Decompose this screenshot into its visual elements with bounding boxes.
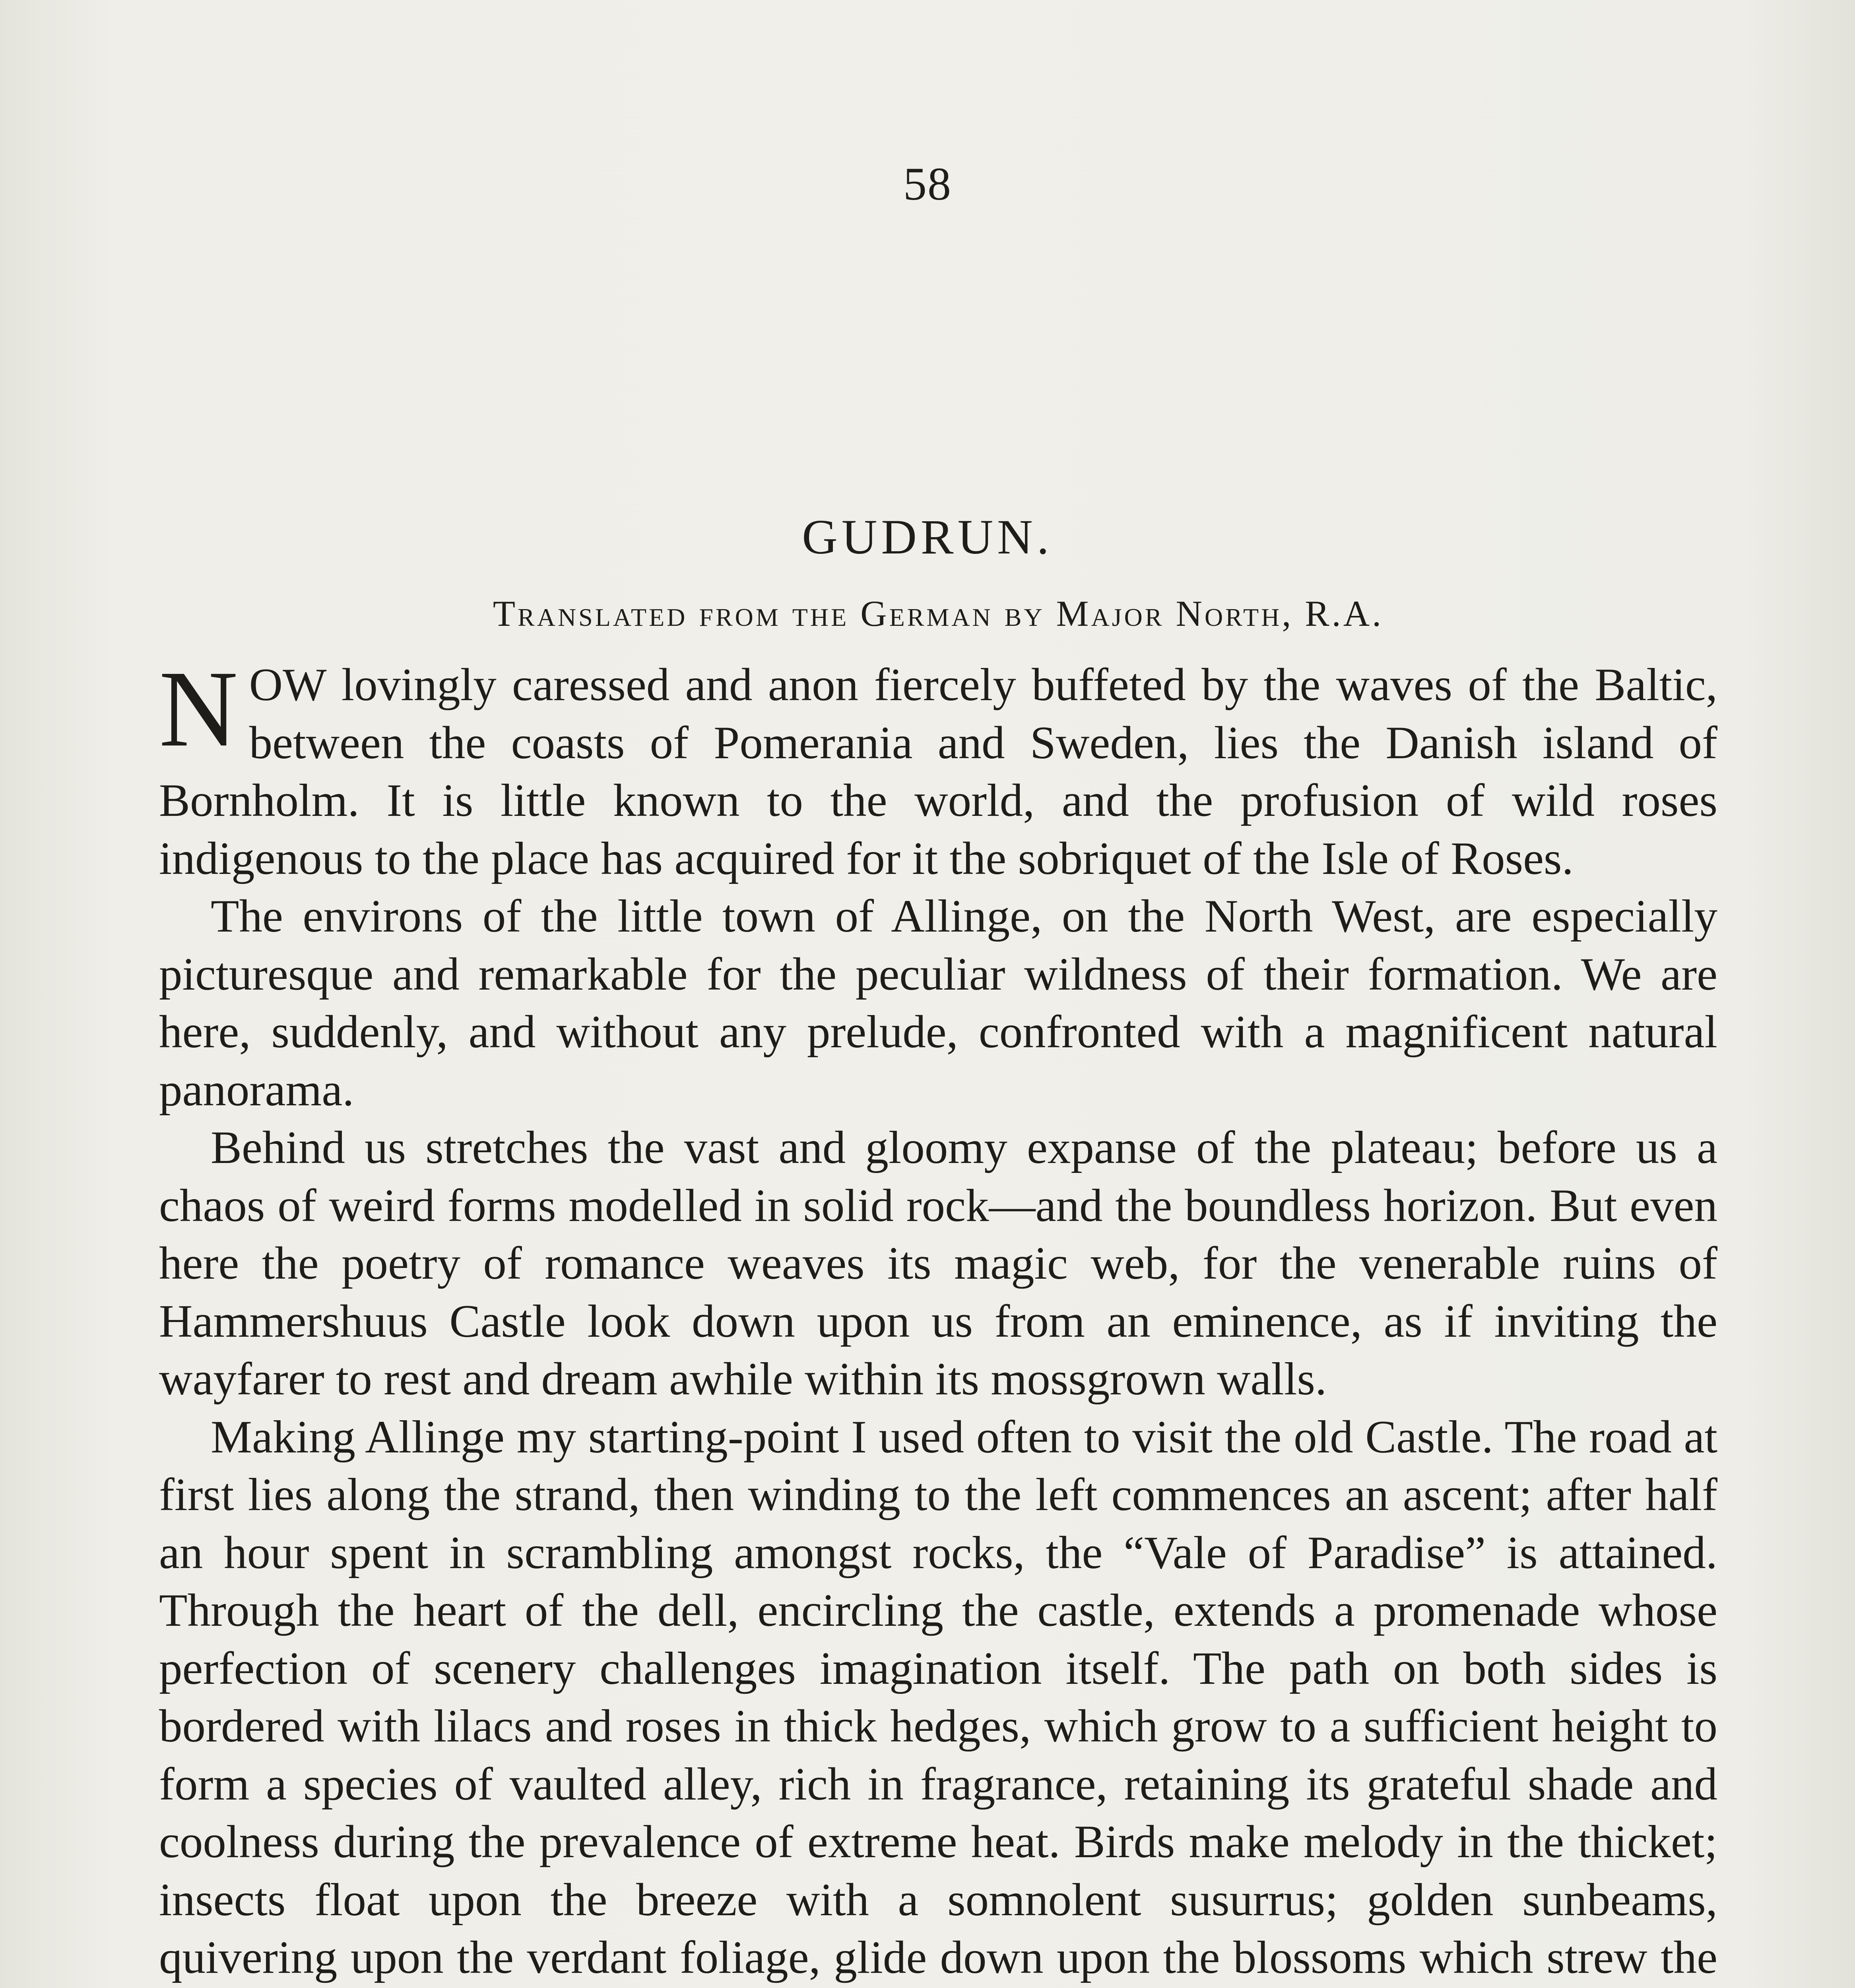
paragraph-3: Behind us stretches the vast and gloomy expanse of the plateau; before us a chaos of weird forms modelled in solid rock—and the boundless horizon. But even here the poetry of romance weaves its magic web, for the venerable ruins of Hammershuus Castle look down upon us from an eminence, as if inviting the wayfarer to rest and dream awhile within its mossgrown walls. <box>159 1122 1717 1405</box>
page-number: 58 <box>903 158 952 210</box>
paragraph-2: The environs of the little town of Allinge, on the North West, are especially picturesque and remarkable for the peculiar wildness of their formation. We are here, suddenly, and without any prelude, confronted with a magnificent natural panorama. <box>159 891 1717 1116</box>
drop-cap: N <box>159 648 238 769</box>
article-byline: Translated from the German by Major North, R.A. <box>493 593 1384 634</box>
paragraph-1 <box>159 648 1717 887</box>
paragraph-4: Making Allinge my starting-point I used often to visit the old Castle. The road at first lies along the strand, then winding to the left commences an ascent; after half an hour spent in scrambling amongst rocks, the “Vale of Paradise” is attained. Through the heart of the dell, encircling the castle, extends a promenade whose perfection of scenery challenges imagination itself. The path on both sides is bordered with lilacs and roses in thick hedges, which grow to a sufficient height to form a species of vaulted alley, rich in fragrance, retaining its grateful shade and coolness during the prevalence of extreme heat. Birds make melody in the thicket; insects float upon the breeze with a somnolent susurrus; golden sunbeams, quivering upon the verdant foliage, glide down upon the blossoms which strew the <box>159 1411 1717 1983</box>
article-body <box>159 648 1717 1988</box>
paragraph-text: OW lovingly caressed and anon fiercely buffeted by the waves of the Baltic, between the coasts of Pomerania and Sweden, lies the Danish island of Bornholm. It is little known to the world, and the profusion of wild roses indigenous to the place has acquired for it the sobriquet of the Isle of Roses. <box>159 659 1717 884</box>
article-title: GUDRUN. <box>802 510 1053 564</box>
